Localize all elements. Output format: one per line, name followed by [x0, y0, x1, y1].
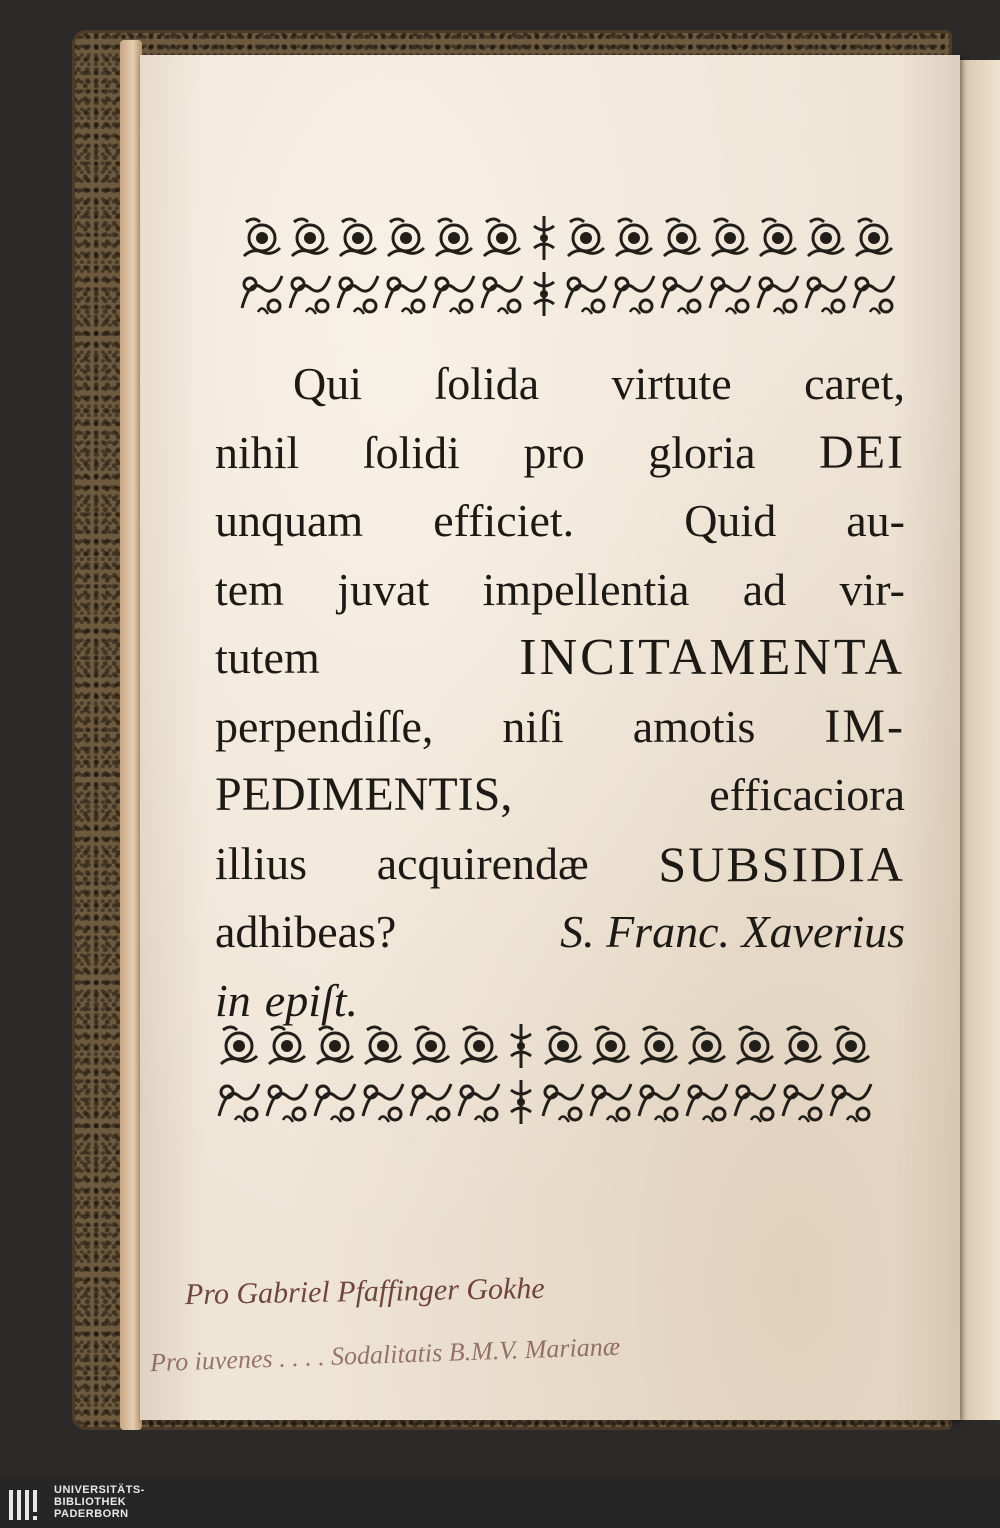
word: ſolidi — [362, 426, 460, 478]
word: juvat — [337, 563, 430, 615]
fleuron-icon — [731, 1076, 779, 1128]
fleuron-icon — [610, 212, 658, 264]
fleuron-icon — [658, 268, 706, 320]
fleuron-icon — [334, 212, 382, 264]
top-ornament-band — [238, 212, 898, 320]
fleuron-icon — [311, 1076, 359, 1128]
fleuron-icon — [334, 268, 382, 320]
word: tutem — [215, 632, 320, 683]
word: epiſt. — [264, 974, 359, 1026]
word: SUBSIDIA — [658, 835, 905, 892]
word: tem — [215, 563, 284, 615]
fleuron-icon — [455, 1020, 503, 1072]
fleuron-icon — [587, 1076, 635, 1128]
fleuron-icon — [478, 268, 526, 320]
fleuron-icon — [430, 212, 478, 264]
word: gloria — [648, 426, 756, 478]
fleuron-icon — [802, 268, 850, 320]
word: ad — [742, 563, 787, 615]
fleuron-icon — [706, 212, 754, 264]
fleuron-icon — [526, 268, 562, 320]
fleuron-icon — [779, 1076, 827, 1128]
fleuron-icon — [562, 268, 610, 320]
word: Quid — [684, 495, 777, 546]
fleuron-icon — [754, 268, 802, 320]
fleuron-icon — [635, 1076, 683, 1128]
fleuron-icon — [311, 1020, 359, 1072]
word: DEI — [819, 425, 905, 479]
word: acquirendæ — [376, 837, 589, 889]
fleuron-icon — [827, 1076, 875, 1128]
word: pro — [523, 426, 585, 478]
word: efficaciora — [709, 769, 905, 820]
fleuron-icon — [779, 1020, 827, 1072]
fleuron-icon — [503, 1020, 539, 1072]
fleuron-icon — [539, 1020, 587, 1072]
library-logo-icon — [8, 1486, 46, 1524]
text-line — [215, 761, 905, 830]
word: virtute — [611, 358, 732, 409]
ornament-row — [238, 268, 898, 320]
text-line — [215, 556, 905, 625]
word: unquam — [215, 495, 364, 546]
fleuron-icon — [359, 1076, 407, 1128]
library-name — [54, 1484, 145, 1520]
fleuron-icon — [263, 1020, 311, 1072]
footer-bar — [0, 1478, 1000, 1528]
fleuron-icon — [215, 1020, 263, 1072]
fleuron-icon — [407, 1020, 455, 1072]
page-edge — [120, 40, 142, 1430]
word: niſi — [502, 700, 564, 752]
fleuron-icon — [238, 212, 286, 264]
fleuron-icon — [526, 212, 562, 264]
fleuron-icon — [382, 212, 430, 264]
text-line — [215, 350, 905, 419]
fleuron-icon — [407, 1076, 455, 1128]
fleuron-icon — [731, 1020, 779, 1072]
fleuron-icon — [658, 212, 706, 264]
ornament-row — [238, 212, 898, 264]
word: INCITAMENTA — [519, 629, 905, 686]
fleuron-icon — [827, 1020, 875, 1072]
word: PEDIMENTIS, — [215, 768, 513, 821]
word: vir- — [839, 563, 905, 615]
fleuron-icon — [587, 1020, 635, 1072]
fleuron-icon — [706, 268, 754, 320]
fleuron-icon — [850, 268, 898, 320]
fleuron-icon — [215, 1076, 263, 1128]
handwritten-note-1: Pro Gabriel Pfaffinger Gokhe — [184, 1271, 545, 1312]
text-line — [215, 419, 905, 488]
text-line — [215, 624, 905, 693]
word: Qui — [293, 358, 362, 409]
ornament-row — [215, 1020, 875, 1072]
fleuron-icon — [286, 212, 334, 264]
handwritten-note-2: Pro iuvenes . . . . Sodalitatis B.M.V. Marianæ — [149, 1331, 621, 1378]
fleuron-icon — [286, 268, 334, 320]
fleuron-icon — [359, 1020, 407, 1072]
facing-page-edge — [958, 60, 1000, 1420]
ornament-row — [215, 1076, 875, 1128]
fleuron-icon — [263, 1076, 311, 1128]
fleuron-icon — [478, 212, 526, 264]
page-text — [215, 350, 905, 1035]
fleuron-icon — [683, 1076, 731, 1128]
word: IM- — [824, 699, 905, 753]
fleuron-icon — [430, 268, 478, 320]
word: illius — [215, 837, 308, 889]
citation: S. Franc. Xaverius — [560, 906, 905, 957]
word: nihil — [215, 426, 300, 478]
word: ſolida — [434, 358, 540, 409]
word: amotis — [632, 700, 756, 752]
fleuron-icon — [382, 268, 430, 320]
word: efficiet. — [433, 495, 575, 546]
fleuron-icon — [539, 1076, 587, 1128]
word: au- — [846, 495, 905, 546]
fleuron-icon — [610, 268, 658, 320]
library-name-line: UNIVERSITÄTS- — [54, 1484, 145, 1496]
fleuron-icon — [635, 1020, 683, 1072]
fleuron-icon — [455, 1076, 503, 1128]
library-name-line: PADERBORN — [54, 1508, 129, 1520]
text-line — [215, 830, 905, 899]
fleuron-icon — [850, 212, 898, 264]
fleuron-icon — [683, 1020, 731, 1072]
word: in — [215, 974, 251, 1026]
text-line — [215, 898, 905, 967]
fleuron-icon — [562, 212, 610, 264]
word: perpendiſſe, — [215, 700, 434, 752]
library-name-line: BIBLIOTHEK — [54, 1496, 127, 1508]
word: caret, — [804, 358, 905, 409]
fleuron-icon — [503, 1076, 539, 1128]
text-line — [215, 487, 905, 556]
fleuron-icon — [238, 268, 286, 320]
bottom-ornament-band — [215, 1020, 875, 1128]
text-line — [215, 693, 905, 762]
word: impellentia — [482, 563, 690, 615]
fleuron-icon — [802, 212, 850, 264]
word: adhibeas? — [215, 906, 397, 957]
fleuron-icon — [754, 212, 802, 264]
